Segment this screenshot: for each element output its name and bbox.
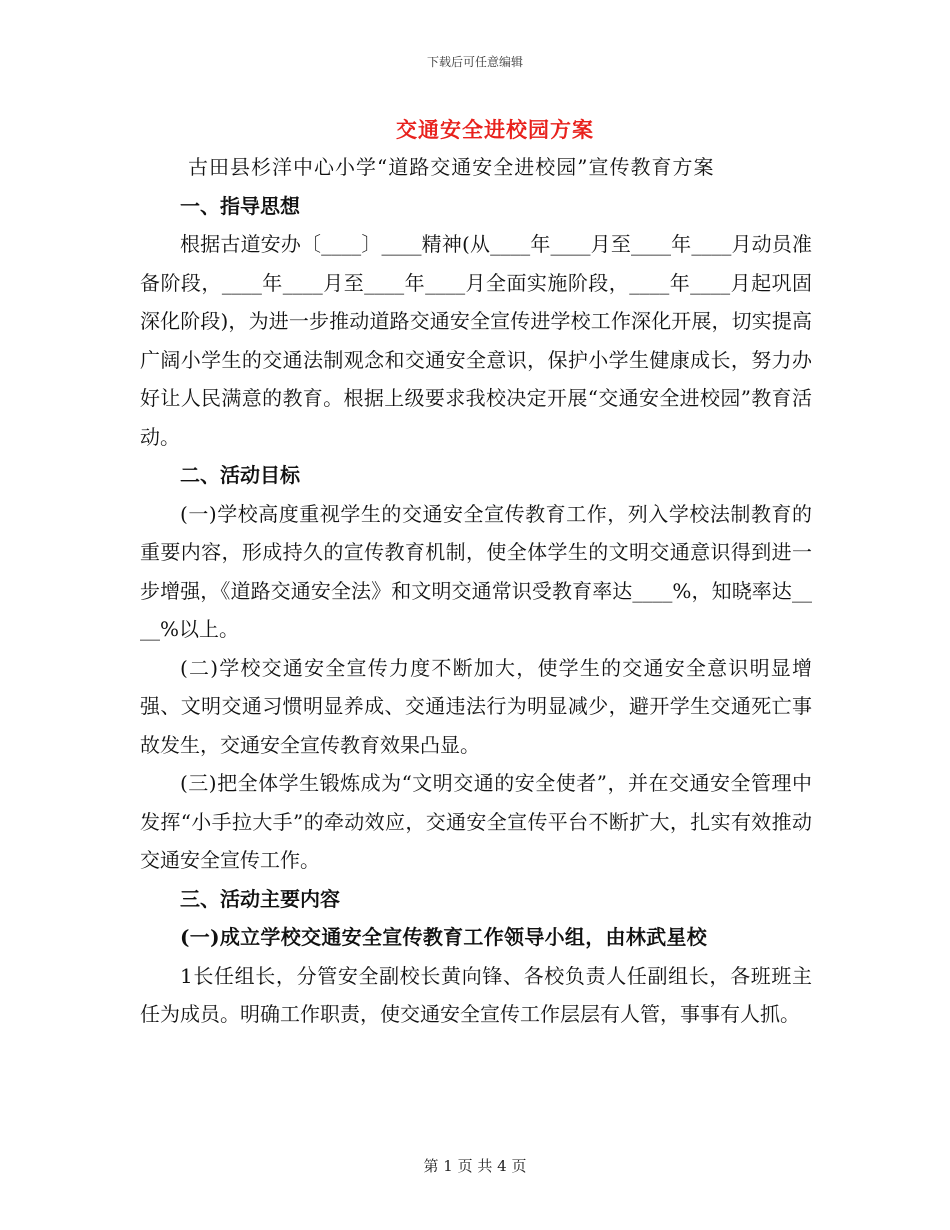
- document-title: 交通安全进校园方案: [396, 117, 594, 142]
- section-heading-activity-goals: 二、活动目标: [180, 463, 300, 487]
- paragraph-guiding-ideology: 根据古道安办〔____〕____精神(从____年____月至____年____月动员准备阶段，____年____月至____年____月全面实施阶段，____年____月起巩固深化阶段)，为进一步推动道路交通安全宣传进学校工作深化开展，切实提高广阔小学生的交通法制观念和交通安全意识，保护小学生健康成长，努力办好让人民满意的教育。根据上级要求我校决定开展“交通安全进校园”教育活动。: [140, 232, 812, 449]
- section-heading-main-content: 三、活动主要内容: [180, 886, 340, 911]
- paragraph-goal-2: (二)学校交通安全宣传力度不断加大，使学生的交通安全意识明显增强、文明交通习惯明显养成、交通违法行为明显减少，避开学生交通死亡事故发生，交通安全宣传教育效果凸显。: [140, 655, 812, 757]
- paragraph-leadership-group: 1长任组长，分管安全副校长黄向锋、各校负责人任副组长，各班班主任为成员。明确工作职责，使交通安全宣传工作层层有人管，事事有人抓。: [140, 963, 812, 1026]
- section-heading-guiding-ideology: 一、指导思想: [180, 193, 300, 218]
- document-subtitle: 古田县杉洋中心小学“道路交通安全进校园”宣传教育方案: [188, 155, 715, 179]
- paragraph-goal-3: (三)把全体学生锻炼成为“文明交通的安全使者”，并在交通安全管理中发挥“小手拉大手”的牵动效应，交通安全宣传平台不断扩大，扎实有效推动交通安全宣传工作。: [140, 771, 812, 872]
- subheading-leadership-group: (一)成立学校交通安全宣传教育工作领导小组，由林武星校: [180, 925, 708, 949]
- page-footer: 第 1 页 共 4 页: [423, 1157, 527, 1175]
- header-note: 下载后可任意编辑: [426, 55, 523, 69]
- paragraph-goal-1: (一)学校高度重视学生的交通安全宣传教育工作，列入学校法制教育的重要内容，形成持久的宣传教育机制，使全体学生的文明交通意识得到进一步增强，《道路交通安全法》和文明交通常识受教育率达____%，知晓率达____%以上。: [140, 501, 812, 641]
- document-body: [140, 148, 812, 1034]
